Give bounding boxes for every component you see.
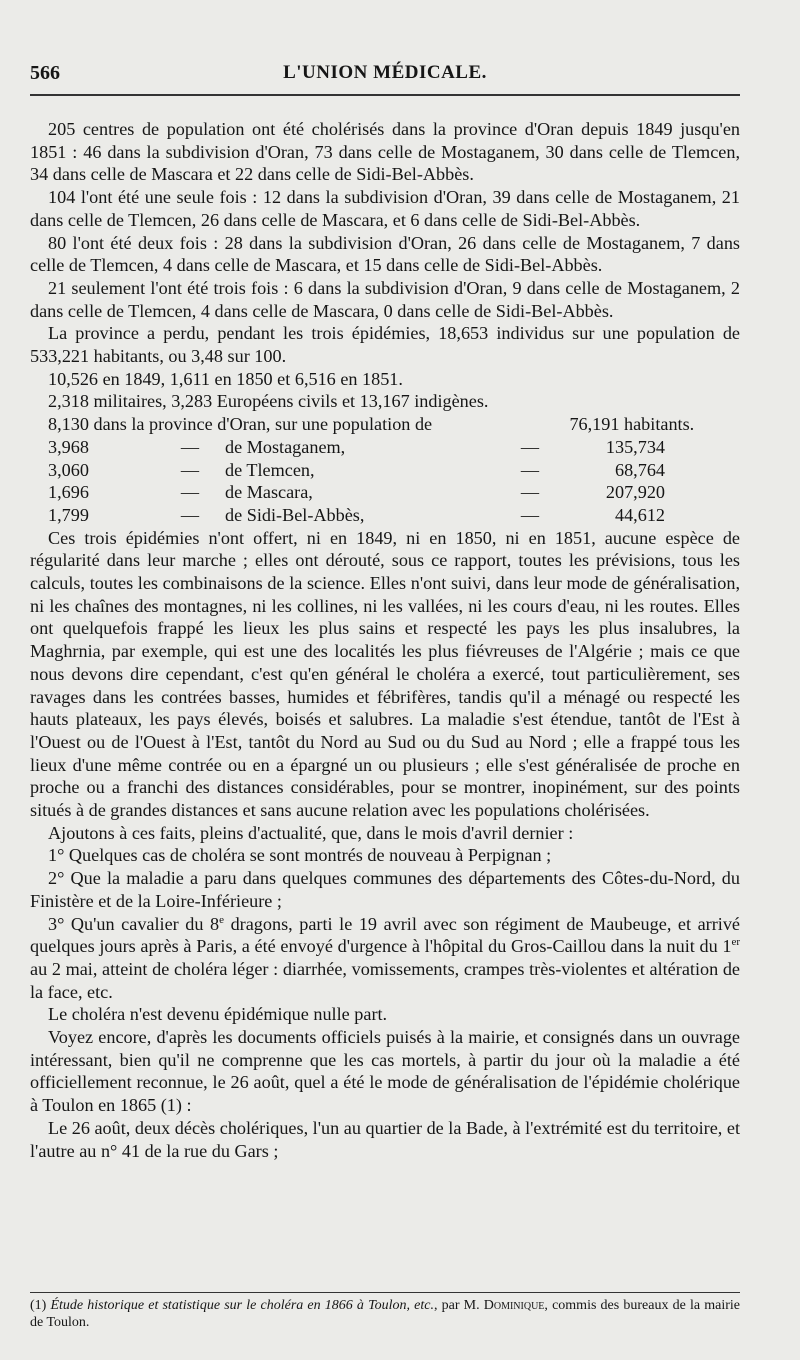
paragraph: 205 centres de population ont été cholérisés dans la province d'Oran depuis 1849 jusqu'en 1851 : 46 dans la subdivision d'Oran, 73 dans celle de Mostaganem, 30 dans celle de Tlemcen, 34 dans celle de Mascara et 22 dans celle de Sidi-Bel-Abbès. — [30, 119, 740, 185]
table-cell-dash: — — [520, 482, 540, 503]
paragraph: La province a perdu, pendant les trois épidémies, 18,653 individus sur une population de 533,221 habitants, ou 3,48 sur 100. — [30, 323, 740, 367]
footnote-marker: (1) — [30, 1298, 51, 1313]
table-cell-deaths: 1,696 — [48, 482, 89, 503]
table-cell-place: de Mostaganem, — [225, 436, 346, 457]
table-cell-deaths: 3,968 — [48, 436, 89, 457]
footnote-text: , commis des bureaux de la mairie de Toulon. — [30, 1298, 740, 1330]
table-cell-dash: — — [180, 436, 200, 457]
deaths-table — [30, 413, 740, 526]
paragraph: Ces trois épidémies n'ont offert, ni en 1849, ni en 1850, ni en 1851, aucune espèce de régularité dans leur marche ; elles ont dérouté, sous ce rapport, toutes les prévisions, tous les calculs, toutes les combinaisons de la science. Elles n'ont suivi, dans leur mode de généralisation, ni les chaînes des montagnes, ni les collines, ni les vallées, ni les cours d'eau, ni les routes. Elles ont quelquefois frappé les lieux les plus sains et respecté les pays les plus insalubres, la Maghrnia, par exemple, qui est une des localités les plus fiévreuses de l'Algérie ; mais ce que nous devons dire cependant, c'est qu'en général le choléra a exercé, tout particulièrement, ses ravages dans les contrées basses, humides et fébrifères, tandis qu'il a ménagé ou respecté les hauts plateaux, les pays élevés, boisés et salubres. La maladie s'est étendue, tantôt de l'Est à l'Ouest ou de l'Ouest à l'Est, tantôt du Nord au Sud ou du Sud au Nord ; elle a frappé tous les lieux d'une même contrée ou en a épargné un ou plusieurs ; elle s'est généralisée de proche en proche ou a franchi des distances considérables, pour se montrer, inopinément, sur des points situés à de grandes distances et sans aucune relation avec les populations cholérisées. — [30, 527, 740, 821]
table-cell-deaths: 1,799 — [48, 504, 89, 525]
superscript: e — [219, 913, 225, 926]
paragraph: Le 26 août, deux décès cholériques, l'un au quartier de la Bade, à l'extrémité est du territoire, et l'autre au n° 41 de la rue du Gars ; — [30, 1117, 740, 1161]
list-item: 2° Que la maladie a paru dans quelques communes des départements des Côtes-du-Nord, du Finistère et de la Loire-Inférieure ; — [30, 868, 740, 911]
paragraph: 104 l'ont été une seule fois : 12 dans la subdivision d'Oran, 39 dans celle de Mostaganem, 21 dans celle de Tlemcen, 26 dans celle de Mascara, et 6 dans celle de Sidi-Bel-Abbès. — [30, 187, 740, 230]
table-cell-dash: — — [520, 459, 540, 480]
table-cell-dash: — — [180, 504, 200, 525]
table-row — [30, 504, 740, 527]
footnote-text: , par M. — [433, 1298, 484, 1313]
table-cell-population: 44,612 — [614, 504, 665, 525]
paragraph: 80 l'ont été deux fois : 28 dans la subdivision d'Oran, 26 dans celle de Mostaganem, 7 dans celle de Tlemcen, 4 dans celle de Mascara, et 15 dans celle de Sidi-Bel-Abbès. — [30, 232, 740, 276]
table-row — [30, 413, 740, 436]
list-item: 1° Quelques cas de choléra se sont montrés de nouveau à Perpignan ; — [48, 845, 552, 866]
footnote-author: Dominique — [483, 1298, 545, 1313]
table-cell-dash: — — [180, 482, 200, 503]
table-cell-place: de Mascara, — [225, 482, 313, 503]
table-cell-population: 135,734 — [605, 436, 665, 457]
paragraph: 10,526 en 1849, 1,611 en 1850 et 6,516 en 1851. — [48, 368, 403, 389]
table-cell-deaths: 3,060 — [48, 459, 89, 480]
table-cell-dash: — — [180, 459, 200, 480]
header-rule — [30, 94, 740, 96]
table-row — [30, 459, 740, 482]
footnote — [30, 1292, 740, 1331]
list-item-text: 3° Qu'un cavalier du 8 — [48, 913, 220, 934]
paragraph: Ajoutons à ces faits, pleins d'actualité, que, dans le mois d'avril dernier : — [48, 822, 574, 843]
page-header — [30, 62, 740, 88]
footnote-title: Étude historique et statistique sur le choléra en 1866 à Toulon, etc. — [50, 1298, 434, 1313]
superscript: er — [731, 936, 740, 949]
list-item-text: au 2 mai, atteint de choléra léger : diarrhée, vomissements, crampes très-violentes et altération de la face, etc. — [30, 958, 740, 1002]
running-title: L'UNION MÉDICALE. — [283, 62, 487, 83]
table-row — [30, 481, 740, 504]
table-cell-population: 207,920 — [605, 482, 665, 503]
body-text — [30, 118, 740, 1162]
table-cell-text: 8,130 dans la province d'Oran, sur une population de — [48, 414, 433, 435]
table-cell-population: 68,764 — [614, 459, 665, 480]
paragraph: Voyez encore, d'après les documents officiels puisés à la mairie, et consignés dans un ouvrage intéressant, bien qu'il ne comprenne que les cas mortels, à partir du jour où la maladie a été officiellement reconnue, le 26 août, quel a été le mode de généralisation de l'épidémie cholérique à Toulon en 1865 (1) : — [30, 1027, 740, 1116]
table-cell-dash: — — [520, 504, 540, 525]
list-item-text: dragons, parti le 19 avril avec son régiment de Maubeuge, et arrivé quelques jours après à Paris, a été envoyé d'urgence à l'hôpital du Gros-Caillou dans la nuit du 1 — [30, 913, 741, 957]
table-cell-dash: — — [520, 436, 540, 457]
page-number: 566 — [30, 62, 60, 84]
paragraph: 21 seulement l'ont été trois fois : 6 dans la subdivision d'Oran, 9 dans celle de Mostaganem, 2 dans celle de Tlemcen, 4 dans celle de Mascara, 0 dans celle de Sidi-Bel-Abbès. — [30, 277, 740, 321]
table-cell-place: de Tlemcen, — [225, 459, 315, 480]
list-item — [30, 913, 740, 1004]
table-cell-value: 76,191 habitants. — [569, 414, 695, 435]
paragraph: Le choléra n'est devenu épidémique nulle part. — [48, 1004, 388, 1025]
table-row — [30, 436, 740, 459]
table-cell-place: de Sidi-Bel-Abbès, — [225, 504, 365, 525]
paragraph: 2,318 militaires, 3,283 Européens civils et 13,167 indigènes. — [48, 391, 489, 412]
